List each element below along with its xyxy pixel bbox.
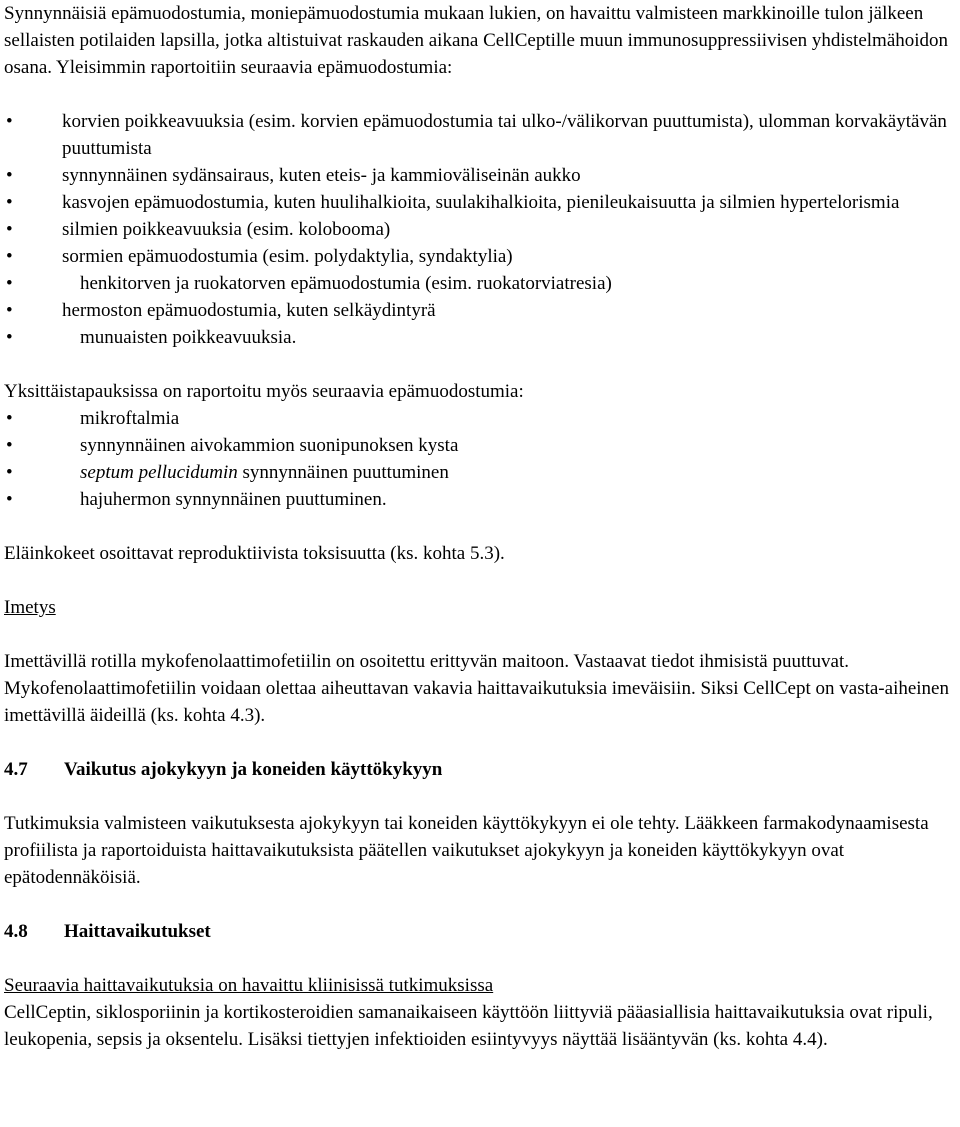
spacer — [4, 945, 960, 972]
bullet-icon: • — [6, 192, 13, 213]
spacer — [4, 891, 960, 918]
list-item: • silmien poikkeavuuksia (esim. kolobooma) — [4, 216, 960, 243]
spacer — [4, 729, 960, 756]
spacer — [4, 351, 960, 378]
intro-paragraph: Synnynnäisiä epämuodostumia, moniepämuodostumia mukaan lukien, on havaittu valmisteen markkinoille tulon jälkeen sellaisten potilaiden lapsilla, jotka altistuivat raskauden aikana CellCeptille muun immunosuppressiivisen yhdistelmähoidon osana. Yleisimmin raportoitiin seuraavia epämuodostumia: — [4, 3, 949, 78]
list-item: • kasvojen epämuodostumia, kuten huulihalkioita, suulakihalkioita, pienileukaisuutta ja silmien hypertelorismia — [4, 189, 960, 216]
section-title: Vaikutus ajokykyyn ja koneiden käyttökykyyn — [64, 759, 443, 780]
list-item: • sormien epämuodostumia (esim. polydaktylia, syndaktylia) — [4, 243, 960, 270]
section-4-8-subheading: Seuraavia haittavaikutuksia on havaittu kliinisissä tutkimuksissa — [4, 975, 494, 996]
bullet-icon: • — [6, 462, 13, 483]
section-title: Haittavaikutukset — [64, 921, 211, 942]
bullet-icon: • — [6, 408, 13, 429]
bullet-icon: • — [6, 327, 13, 348]
bullet-icon: • — [6, 300, 13, 321]
list-item: • synnynnäinen aivokammion suonipunoksen kysta — [4, 432, 960, 459]
list-item: • mikroftalmia — [4, 405, 960, 432]
bullet-icon: • — [6, 435, 13, 456]
section-4-7-text: Tutkimuksia valmisteen vaikutuksesta ajokykyyn tai koneiden käyttökykyyn ei ole tehty. Lääkkeen farmakodynaamisesta profiilista ja raportoiduista haittavaikutuksista päätellen vaikutukset ajokykyyn ja koneiden käyttökykyyn ovat epätodennäköisiä. — [4, 813, 929, 888]
spacer — [4, 81, 960, 108]
imetys-heading: Imetys — [4, 597, 56, 618]
rare-malformation-list — [4, 405, 960, 513]
bullet-icon: • — [6, 219, 13, 240]
list-item: • munuaisten poikkeavuuksia. — [4, 324, 960, 351]
list-item: • hermoston epämuodostumia, kuten selkäydintyrä — [4, 297, 960, 324]
malformation-list — [4, 108, 960, 351]
list-item: • synnynnäinen sydänsairaus, kuten eteis- ja kammioväliseinän aukko — [4, 162, 960, 189]
section-4-8-heading — [4, 918, 960, 945]
bullet-icon: • — [6, 273, 13, 294]
bullet-icon: • — [6, 165, 13, 186]
section-number: 4.7 — [4, 759, 28, 780]
section-number: 4.8 — [4, 921, 28, 942]
bullet-icon: • — [6, 246, 13, 267]
latin-term: septum pellucidumin — [80, 462, 238, 483]
spacer — [4, 567, 960, 594]
imetys-text: Imettävillä rotilla mykofenolaattimofetiilin on osoitettu erittyvän maitoon. Vastaavat tiedot ihmisistä puuttuvat. Mykofenolaattimofetiilin voidaan olettaa aiheuttavan vakavia haittavaikutuksia imeväisiin. Siksi CellCept on vasta-aiheinen imettävillä äideillä (ks. kohta 4.3). — [4, 651, 949, 726]
spacer — [4, 513, 960, 540]
list-item: • henkitorven ja ruokatorven epämuodostumia (esim. ruokatorviatresia) — [4, 270, 960, 297]
section-4-8-text: CellCeptin, siklosporiinin ja kortikosteroidien samanaikaiseen käyttöön liittyviä pääasiallisia haittavaikutuksia ovat ripuli, leukopenia, sepsis ja oksentelu. Lisäksi tiettyjen infektioiden esiintyvyys näyttää lisääntyvän (ks. kohta 4.4). — [4, 1002, 933, 1050]
bullet-icon: • — [6, 489, 13, 510]
spacer — [4, 783, 960, 810]
list-item: • septum pellucidumin synnynnäinen puuttuminen — [4, 459, 960, 486]
section-4-7-heading — [4, 756, 960, 783]
animal-studies-text: Eläinkokeet osoittavat reproduktiivista toksisuutta (ks. kohta 5.3). — [4, 543, 505, 564]
spacer — [4, 621, 960, 648]
rare-cases-intro: Yksittäistapauksissa on raportoitu myös seuraavia epämuodostumia: — [4, 381, 524, 402]
bullet-icon: • — [6, 111, 13, 132]
list-item: • korvien poikkeavuuksia (esim. korvien epämuodostumia tai ulko-/välikorvan puuttumista), ulomman korvakäytävän puuttumista — [4, 108, 960, 162]
list-item: • hajuhermon synnynnäinen puuttuminen. — [4, 486, 960, 513]
